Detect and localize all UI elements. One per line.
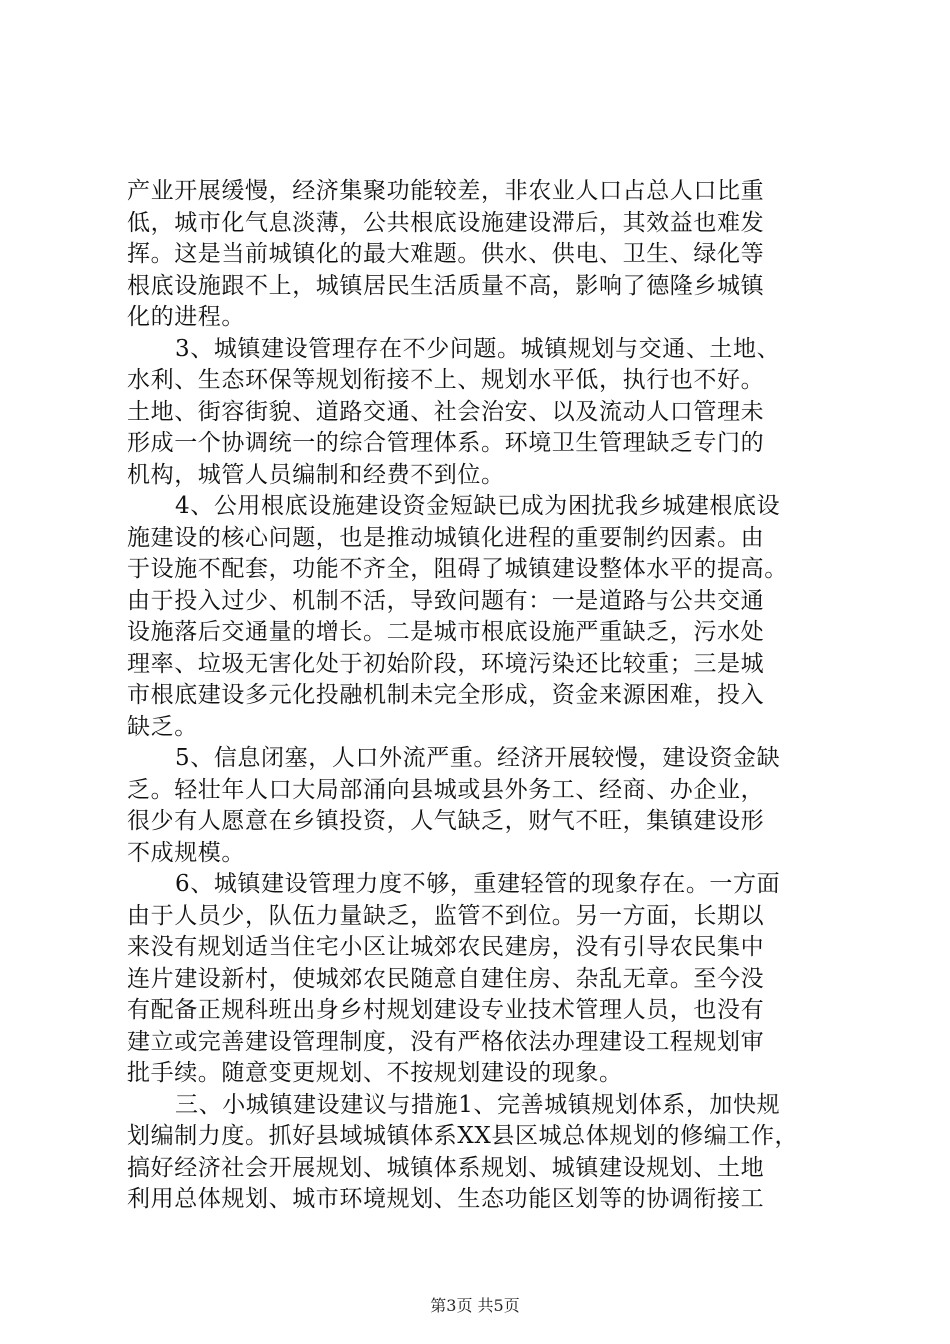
text-line: 挥。这是当前城镇化的最大难题。供水、供电、卫生、绿化等 — [127, 241, 765, 267]
text-line: 建立或完善建设管理制度，没有严格依法办理建设工程规划审 — [127, 1028, 765, 1055]
text-line: 搞好经济社会开展规划、城镇体系规划、城镇建设规划、土地 — [127, 1154, 765, 1181]
text-line: 于设施不配套，功能不齐全，阻碍了城镇建设整体水平的提高。 — [127, 556, 788, 582]
text-line: 低，城市化气息淡薄，公共根底设施建设滞后，其效益也难发 — [127, 209, 765, 236]
text-line: 划编制力度。抓好县域城镇体系XX县区城总体规划的修编工作， — [127, 1123, 799, 1149]
document-body — [127, 176, 835, 1216]
text-line: 设施落后交通量的增长。二是城市根底设施严重缺乏，污水处 — [127, 619, 765, 645]
text-line: 由于投入过少、机制不活，导致问题有：一是道路与公共交通 — [127, 587, 765, 614]
text-line: 批手续。随意变更规划、不按规划建设的现象。 — [127, 1060, 623, 1086]
text-line: 3、城镇建设管理存在不少问题。城镇规划与交通、土地、 — [175, 335, 781, 362]
text-line: 连片建设新村，使城郊农民随意自建住房、杂乱无章。至今没 — [127, 965, 765, 992]
text-line: 乏。轻壮年人口大局部涌向县城或县外务工、经商、办企业， — [127, 776, 765, 803]
text-line: 4、公用根底设施建设资金短缺已成为困扰我乡城建根底设 — [175, 493, 781, 519]
text-line: 水利、生态环保等规划衔接不上、规划水平低，执行也不好。 — [127, 367, 765, 393]
text-line: 形成一个协调统一的综合管理体系。环境卫生管理缺乏专门的 — [127, 430, 765, 456]
text-line: 利用总体规划、城市环境规划、生态功能区划等的协调衔接工 — [127, 1186, 765, 1212]
text-line: 产业开展缓慢，经济集聚功能较差，非农业人口占总人口比重 — [127, 178, 765, 204]
text-line: 化的进程。 — [127, 304, 245, 330]
text-line: 很少有人愿意在乡镇投资，人气缺乏，财气不旺，集镇建设形 — [127, 808, 765, 834]
text-line: 不成规模。 — [127, 839, 245, 866]
text-line: 来没有规划适当住宅小区让城郊农民建房，没有引导农民集中 — [127, 934, 765, 960]
page-footer: 第3页 共5页 — [430, 1296, 520, 1315]
text-line: 有配备正规科班出身乡村规划建设专业技术管理人员，也没有 — [127, 997, 765, 1023]
text-line: 缺乏。 — [127, 713, 198, 740]
text-line: 土地、街容街貌、道路交通、社会治安、以及流动人口管理未 — [127, 398, 765, 425]
text-line: 根底设施跟不上，城镇居民生活质量不高，影响了德隆乡城镇 — [127, 272, 765, 299]
text-line: 由于人员少，队伍力量缺乏，监管不到位。另一方面，长期以 — [127, 902, 765, 929]
text-line: 机构，城管人员编制和经费不到位。 — [127, 461, 505, 488]
text-line: 6、城镇建设管理力度不够，重建轻管的现象存在。一方面 — [175, 871, 781, 897]
text-line: 市根底建设多元化投融机制未完全形成，资金来源困难，投入 — [127, 682, 765, 708]
text-line: 三、小城镇建设建议与措施1、完善城镇规划体系，加快规 — [175, 1091, 781, 1118]
text-line: 5、信息闭塞，人口外流严重。经济开展较慢，建设资金缺 — [175, 745, 781, 771]
text-line: 理率、垃圾无害化处于初始阶段，环境污染还比较重；三是城 — [127, 650, 765, 677]
text-line: 施建设的核心问题，也是推动城镇化进程的重要制约因素。由 — [127, 524, 765, 551]
